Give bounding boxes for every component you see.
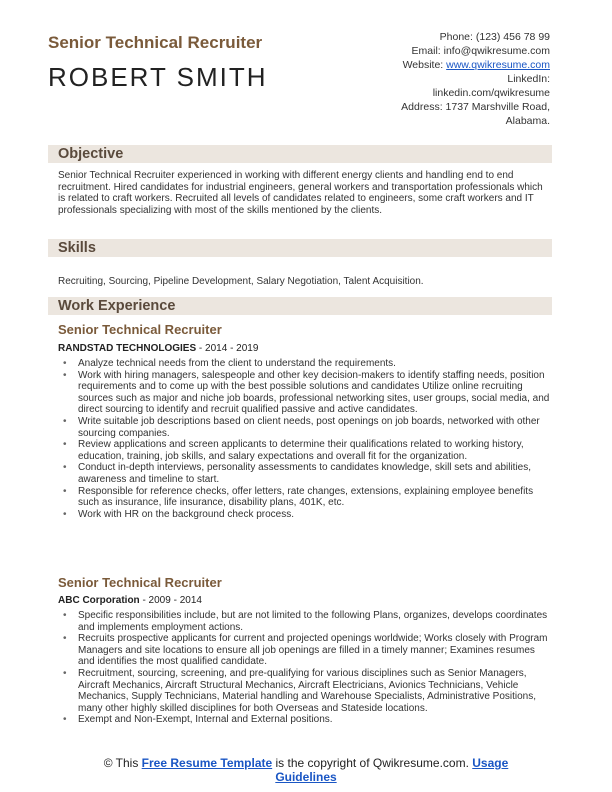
footer-middle: is the copyright of Qwikresume.com. (272, 756, 473, 770)
job-1-company-line (58, 343, 258, 354)
contact-address-line1: Address: 1737 Marshville Road, (401, 101, 550, 113)
job-2-company: ABC Corporation (58, 595, 140, 606)
objective-title: Objective (58, 146, 124, 162)
job-2-title: Senior Technical Recruiter (58, 575, 222, 590)
list-item: • Recruits prospective applicants for current and projected openings worldwide; Works closely with Program Managers and site locations to ensure all job openings are filled in a timely manner; Examines resumes and identifies the most qualified candidate. (63, 633, 548, 668)
job-1-title: Senior Technical Recruiter (58, 322, 222, 337)
work-section-header (48, 297, 552, 315)
bullet-icon: • (63, 462, 67, 474)
job-1-company: RANDSTAD TECHNOLOGIES (58, 343, 197, 354)
list-item: • Review applications and screen applicants to determine their qualifications related to working history, education, training, job skills, and salary expectations and overall fit for the organization. (63, 439, 524, 462)
objective-text: Senior Technical Recruiter experienced in working with different energy clients and handling end to end recruitment. Hired candidates for industrial engineers, general workers and transportation professionals which is related to craft workers. Recruited all levels of candidates related to engineers, some craft workers and IT professionals specializing with most of the skills mentioned by the clients. (58, 170, 543, 216)
work-title: Work Experience (58, 298, 176, 314)
skills-title: Skills (58, 240, 96, 256)
bullet-icon: • (63, 358, 67, 369)
skills-section-header (48, 239, 552, 257)
list-item: • Specific responsibilities include, but are not limited to the following Plans, organizes, develops coordinates and implements employment actions. (63, 610, 548, 633)
objective-section-header (48, 145, 552, 163)
contact-linkedin-label: LinkedIn: (507, 73, 550, 85)
job-2-company-line (58, 595, 202, 606)
list-item: • Work with HR on the background check process. (63, 508, 295, 520)
skills-text: Recruiting, Sourcing, Pipeline Development, Salary Negotiation, Talent Acquisition. (58, 276, 424, 287)
bullet-icon: • (63, 714, 67, 726)
list-item: • Work with hiring managers, salespeople and other key decision-makers to identify staffing needs, position requirements and to come up with the best possible solutions and candidates Utilize online recruiting sources such as major and niche job boards, professional networking sites, user groups, social media, and direct sourcing to identify and recruit qualified passive and active candidates. (63, 369, 550, 416)
bullet-icon: • (63, 633, 67, 645)
bullet-icon: • (63, 415, 67, 427)
website-link[interactable]: www.qwikresume.com (446, 59, 550, 71)
list-item: • Recruitment, sourcing, screening, and pre-qualifying for various disciplines such as Senior Managers, Aircraft Mechanics, Aircraft Structural Mechanics, Aircraft Electricians, Avionics Technicians, Vehicle Mechanics, Supply Technicians, Material handling and Warehouse Specialists, Administrative Positions, many other highly skilled disciplines for both Overseas and Stateside locations. (63, 667, 537, 714)
bullet-icon: • (63, 610, 67, 621)
list-item: • Conduct in-depth interviews, personality assessments to candidates knowledge, skill sets and abilities, awareness and timeline to start. (63, 462, 532, 485)
bullet-icon: • (63, 485, 67, 497)
bullet-icon: • (63, 508, 67, 520)
job-1-dates: - 2014 - 2019 (196, 343, 259, 354)
copyright-footer (0, 756, 612, 784)
contact-email: Email: info@qwikresume.com (411, 45, 550, 57)
free-resume-template-link[interactable]: Free Resume Template (141, 756, 273, 770)
job-2-bullets (58, 610, 554, 726)
list-item: • Write suitable job descriptions based on client needs, post openings on job boards, networked with other sourcing companies. (63, 415, 540, 439)
contact-website (350, 58, 550, 72)
usage-guidelines-link-part2[interactable]: Guidelines (275, 770, 337, 784)
contact-phone: Phone: (123) 456 78 99 (439, 31, 550, 43)
list-item: • Exempt and Non-Exempt, Internal and External positions. (63, 714, 333, 726)
list-item: • Analyze technical needs from the client to understand the requirements. (63, 358, 396, 369)
job-2-dates: - 2009 - 2014 (139, 595, 202, 606)
contact-linkedin-value: linkedin.com/qwikresume (432, 87, 550, 99)
footer-prefix: © This (103, 756, 142, 770)
bullet-icon: • (63, 439, 67, 451)
bullet-icon: • (63, 667, 67, 679)
bullet-icon: • (63, 369, 67, 381)
website-label: Website: (402, 59, 447, 71)
usage-guidelines-link-part1[interactable]: Usage (472, 756, 509, 770)
header-job-title: Senior Technical Recruiter (48, 33, 263, 52)
contact-block (350, 30, 550, 128)
job-1-bullets (58, 358, 554, 520)
list-item: • Responsible for reference checks, offer letters, rate changes, extensions, explaining employee benefits such as insurance, life insurance, disability plans, 401K, etc. (63, 485, 534, 509)
contact-address-line2: Alabama. (505, 115, 550, 127)
candidate-name: ROBERT SMITH (48, 62, 268, 92)
